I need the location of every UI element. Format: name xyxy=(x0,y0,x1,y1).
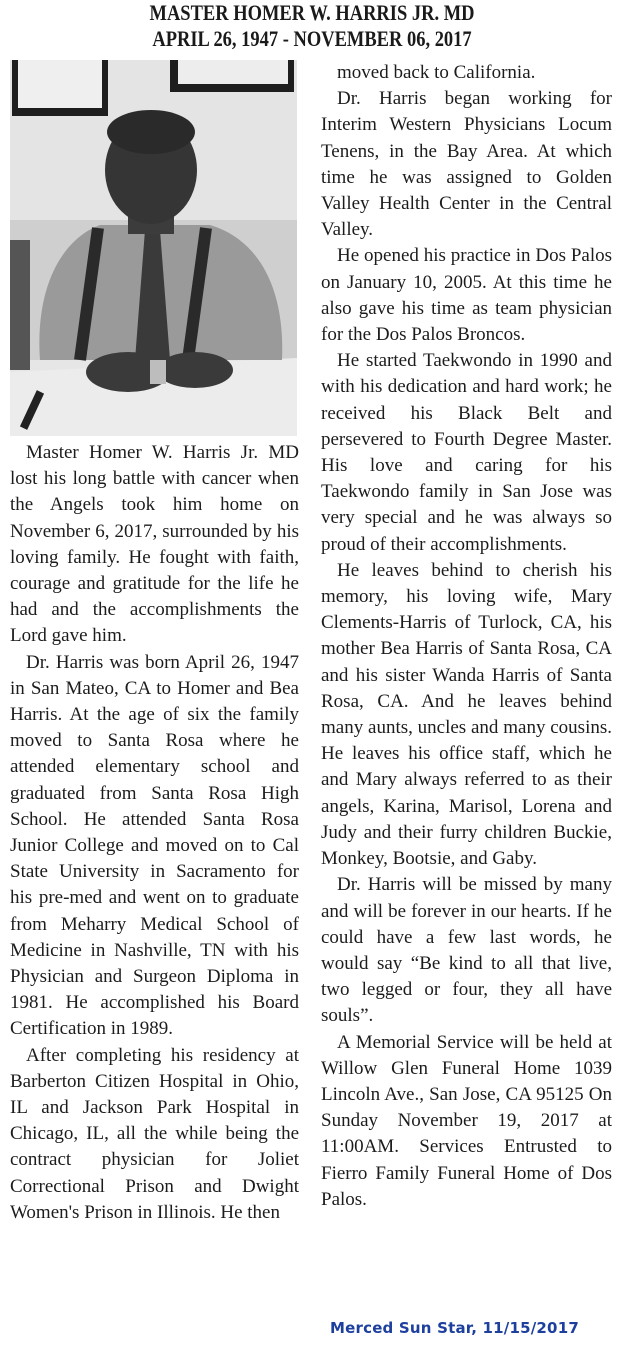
paragraph: He leaves behind to cherish his memory, his loving wife, Mary Clements-Harris of Turlock, CA, his mother Bea Harris of Santa Rosa, CA and his sister Wanda Harris of Santa Rosa, CA. And he leaves behind many aunts, uncles and many cousins. He leaves his office staff, which he and Mary always referred to as their angels, Karina, Marisol, Lorena and Judy and their furry children Buckie, Monkey, Bootsie, and Gaby. xyxy=(321,559,612,870)
life-dates: APRIL 26, 1947 - NOVEMBER 06, 2017 xyxy=(152,26,472,51)
left-column xyxy=(10,440,299,1226)
paragraph: Dr. Harris began working for Interim Western Physicians Locum Tenens, in the Bay Area. At which time he was assigned to Golden Valley Health Center in the Central Valley. xyxy=(321,88,612,241)
paragraph: moved back to California. xyxy=(337,62,536,83)
paragraph: He started Taekwondo in 1990 and with his dedication and hard work; he received his Black Belt and persevered to Fourth Degree Master. His love and caring for his Taekwondo family in San Jose was very special and he was always so proud of their accomplishments. xyxy=(321,350,612,555)
paragraph: After completing his residency at Barberton Citizen Hospital in Ohio, IL and Jackson Park Hospital in Chicago, IL, all the while being the contract physician for Joliet Correctional Prison and Dwight Women's Prison in Illinois. He then xyxy=(10,1044,299,1223)
obituary-header xyxy=(0,0,624,52)
paragraph: Dr. Harris will be missed by many and will be forever in our hearts. If he could have a few last words, he would say “Be kind to all that live, two legged or four, they all have souls”. xyxy=(321,874,612,1027)
obituary-name: MASTER HOMER W. HARRIS JR. MD xyxy=(149,0,475,25)
paragraph: He opened his practice in Dos Palos on January 10, 2005. At this time he also gave his time as team physician for the Dos Palos Broncos. xyxy=(321,245,612,346)
right-column xyxy=(321,60,612,1213)
paragraph: Master Homer W. Harris Jr. MD lost his long battle with cancer when the Angels took him home on November 6, 2017, surrounded by his loving family. He fought with faith, courage and gratitude for the life he had and the accomplishments the Lord gave him. xyxy=(10,442,299,647)
paragraph: Dr. Harris was born April 26, 1947 in San Mateo, CA to Homer and Bea Harris. At the age of six the family moved to Santa Rosa where he attended elementary school and graduated from Santa Rosa High School. He attended Santa Rosa Junior College and moved on to Cal State University in Sacramento for his pre-med and went on to graduate from Meharry Medical School of Medicine in Nashville, TN with his Physician and Surgeon Diploma in 1981. He accomplished his Board Certification in 1989. xyxy=(10,651,299,1040)
portrait-photo xyxy=(10,60,297,436)
paragraph: A Memorial Service will be held at Willow Glen Funeral Home 1039 Lincoln Ave., San Jose, CA 95125 On Sunday November 19, 2017 at 11:00AM. Services Entrusted to Fierro Family Funeral Home of Dos Palos. xyxy=(321,1031,612,1210)
publication-source: Merced Sun Star, 11/15/2017 xyxy=(330,1319,579,1337)
